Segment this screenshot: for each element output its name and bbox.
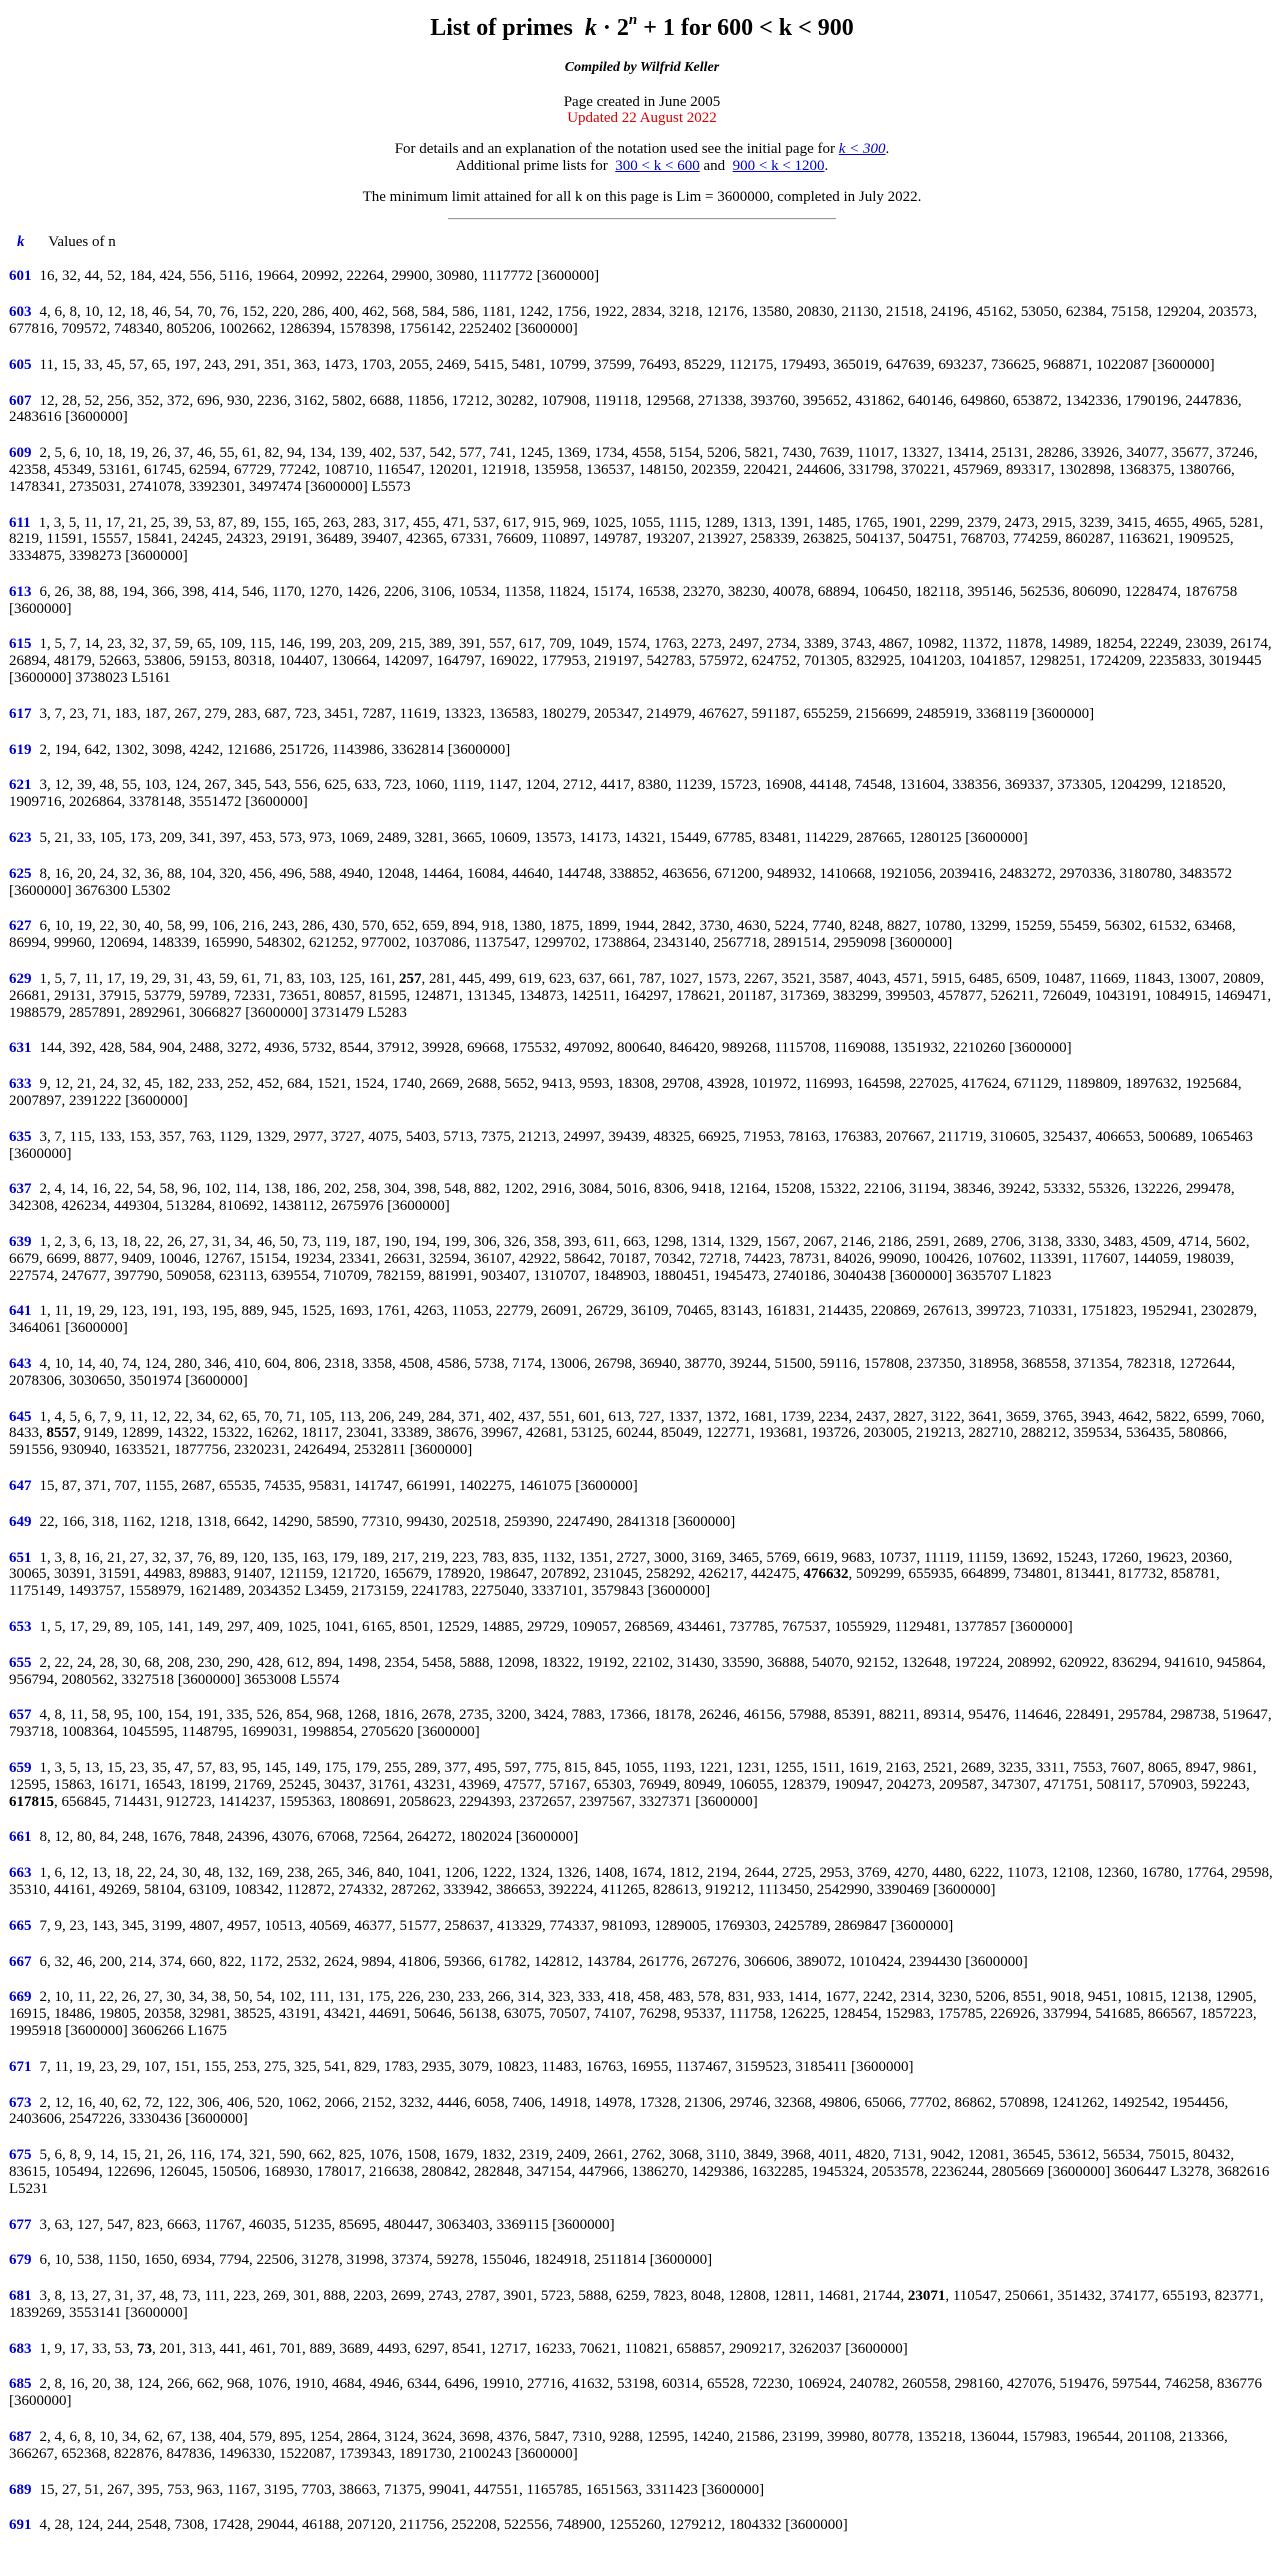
k-value: 603 — [9, 304, 32, 321]
n-values: 3, 8, 13, 27, 31, 37, 48, 73, 111, 223, 269, 301, 888, 2203, 2699, 2743, 2787, 3901, 5723, 5888, 6259, 7823, 8048, 12808, 12811, 14681, 21744, — [39, 2288, 908, 2305]
n-values: 1, 5, 7, 11, 17, 19, 29, 31, 43, 59, 61, 71, 83, 103, 125, 161, — [39, 971, 399, 988]
n-values: 3, 63, 127, 547, 823, 6663, 11767, 46035, 51235, 85695, 480447, 3063403, 3369115 [3600000] — [39, 2216, 615, 2233]
notation-note — [9, 141, 1275, 158]
n-values: 144, 392, 428, 584, 904, 2488, 3272, 4936, 5732, 8544, 37912, 39928, 69668, 175532, 497092, 800640, 846420, 989268, 1115708, 1169088, 1351932, 2210260 [3600000] — [39, 1040, 1072, 1057]
k-value: 679 — [9, 2252, 32, 2269]
entry-k-643 — [9, 1356, 1275, 1390]
notation-text: For details and an explanation of the notation used see the initial page for — [394, 141, 839, 158]
k-value: 671 — [9, 2058, 32, 2075]
entry-k-671 — [9, 2059, 1275, 2076]
additional-end: . — [824, 157, 829, 174]
entry-k-661 — [9, 1829, 1275, 1846]
entry-k-653 — [9, 1619, 1275, 1636]
created-date: Page created in June 2005 — [563, 93, 721, 110]
entry-k-623 — [9, 830, 1275, 847]
k-value: 607 — [9, 392, 32, 409]
n-values: 1, 11, 19, 29, 123, 191, 193, 195, 889, 945, 1525, 1693, 1761, 4263, 11053, 22779, 26091, 26729, 36109, 70465, 83143, 161831, 214435, 220869, 267613, 399723, 710331, 1751823, 1952941, 2302879, 3464061 [3600000] — [9, 1303, 1258, 1337]
title-dot: · 2 — [596, 15, 629, 41]
entry-k-673 — [9, 2095, 1275, 2129]
n-values: 1, 6, 12, 13, 18, 22, 24, 30, 48, 132, 169, 238, 265, 346, 840, 1041, 1206, 1222, 1324, 1326, 1408, 1674, 1812, 2194, 2644, 2725, 2953, 3769, 4270, 4480, 6222, 11073, 12108, 12360, 16780, 17764, 29598, 35310, 44161, 49269, 58104, 63109, 108342, 112872, 274332, 287262, 333942, 386653, 392224, 411265, 828613, 919212, 1113450, 2542990, 3390469 [3600000] — [9, 1865, 1273, 1898]
k-value: 611 — [9, 514, 31, 531]
n-values-cont: , 9149, 12899, 14322, 15322, 16262, 18117, 23041, 33389, 38676, 39967, 42681, 53125, 60244, 85049, 122771, 193681, 193726, 203005, 219213, 282710, 288212, 359534, 536435, 580866, 591556, 930940, 1633521, 1877756, 2320231, 2426494, 2532811 [3600000] — [9, 1425, 1228, 1459]
additional-lists — [9, 158, 1275, 175]
large-prime-value: 476632 — [803, 1566, 849, 1583]
n-values: 16, 32, 44, 52, 184, 424, 556, 5116, 19664, 20992, 22264, 29900, 30980, 1117772 [3600000] — [39, 268, 600, 285]
title-pre: List of primes — [430, 15, 573, 41]
n-values: 1, 5, 7, 14, 23, 32, 37, 59, 65, 109, 115, 146, 199, 203, 209, 215, 389, 391, 557, 617, 709, 1049, 1574, 1763, 2273, 2497, 2734, 3389, 3743, 4867, 10982, 11372, 11878, 14989, 18254, 22249, 23039, 26174, 26894, 48179, 52663, 53806, 59153, 80318, 104407, 130664, 142097, 164797, 169022, 177953, 219197, 542783, 575972, 624752, 701305, 832925, 1041203, 1041857, 1298251, 1724209, 2235833, 3019445 [3600000] 3738023 L5161 — [9, 636, 1272, 687]
n-values: 1, 2, 3, 6, 13, 18, 22, 26, 27, 31, 34, 46, 50, 73, 119, 187, 190, 194, 199, 306, 326, 358, 393, 611, 663, 1298, 1314, 1329, 1567, 2067, 2146, 2186, 2591, 2689, 2706, 3138, 3330, 3483, 4509, 4714, 5602, 6679, 6699, 8877, 9409, 10046, 12767, 15154, 19234, 23341, 26631, 32594, 36107, 42922, 58642, 70187, 70342, 72718, 74423, 78731, 84026, 99090, 100426, 107602, 113391, 117607, 144059, 198039, 227574, 247677, 397790, 509058, 623113, 639554, 710709, 782159, 881991, 903407, 1310707, 1848903, 1880451, 1945473, 2740186, 3040438 [3600000] 3635707 L1823 — [9, 1234, 1250, 1284]
n-values: 4, 8, 11, 58, 95, 100, 154, 191, 335, 526, 854, 968, 1268, 1816, 2678, 2735, 3200, 3424, 7883, 17366, 18178, 26246, 46156, 57988, 85391, 88211, 89314, 95476, 114646, 228491, 295784, 298738, 519647, 793718, 1008364, 1045595, 1148795, 1699031, 1998854, 2705620 [3600000] — [9, 1707, 1272, 1741]
entry-k-611 — [9, 515, 1275, 565]
entry-k-621 — [9, 777, 1275, 811]
n-values: 12, 28, 52, 256, 352, 372, 696, 930, 2236, 3162, 5802, 6688, 11856, 17212, 30282, 107908, 119118, 129568, 271338, 393760, 395652, 431862, 640146, 649860, 653872, 1342336, 1790196, 2447836, 2483616 [3600000] — [9, 392, 1242, 426]
n-values-cont: , 656845, 714431, 912723, 1414237, 1595363, 1808691, 2058623, 2294393, 2372657, 2397567, 3327371 [3600000] — [54, 1793, 758, 1810]
page-title — [9, 14, 1275, 42]
k-value: 617 — [9, 705, 32, 722]
k-value: 685 — [9, 2376, 32, 2393]
large-prime-value: 8557 — [46, 1425, 77, 1442]
entry-k-655 — [9, 1655, 1275, 1689]
k-value: 613 — [9, 583, 32, 600]
entry-k-615 — [9, 636, 1275, 686]
k-value: 633 — [9, 1076, 32, 1093]
large-prime-value: 617815 — [9, 1793, 54, 1810]
entry-k-687 — [9, 2429, 1275, 2463]
n-values: 1, 3, 5, 11, 17, 21, 25, 39, 53, 87, 89, 155, 165, 263, 283, 317, 455, 471, 537, 617, 915, 969, 1025, 1055, 1115, 1289, 1313, 1391, 1485, 1765, 1901, 2299, 2379, 2473, 2915, 3239, 3415, 4655, 4965, 5281, 8219, 11591, 15557, 15841, 24245, 24323, 29191, 36489, 39407, 42365, 67331, 76609, 110897, 149787, 193207, 213927, 258339, 263825, 504137, 504751, 768703, 774259, 860287, 1163621, 1909525, 3334875, 3398273 [3600000] — [9, 514, 1264, 565]
compiled-by: Compiled by Wilfrid Keller — [564, 59, 720, 75]
k-value: 601 — [9, 268, 32, 285]
divider — [448, 218, 836, 220]
entry-k-617 — [9, 706, 1275, 723]
entry-k-633 — [9, 1076, 1275, 1110]
k-value: 623 — [9, 830, 32, 847]
entry-k-679 — [9, 2252, 1275, 2269]
entry-k-667 — [9, 1954, 1275, 1971]
k-value: 627 — [9, 918, 32, 935]
k-value: 653 — [9, 1618, 32, 1635]
entry-k-677 — [9, 2217, 1275, 2234]
entry-k-601 — [9, 268, 1275, 285]
entry-k-637 — [9, 1181, 1275, 1215]
additional-text: Additional prime lists for — [455, 157, 612, 174]
entry-k-683 — [9, 2341, 1275, 2358]
entries-list — [9, 268, 1275, 2534]
k-value: 657 — [9, 1707, 32, 1724]
k-value: 669 — [9, 1989, 32, 2006]
k-value: 663 — [9, 1865, 32, 1882]
column-k: k — [17, 233, 25, 250]
entry-k-685 — [9, 2376, 1275, 2410]
k-value: 661 — [9, 1829, 32, 1846]
entry-k-657 — [9, 1707, 1275, 1741]
entry-k-609 — [9, 445, 1275, 495]
k-value: 639 — [9, 1234, 32, 1251]
k-value: 629 — [9, 971, 32, 988]
k-value: 631 — [9, 1040, 32, 1057]
entry-k-619 — [9, 742, 1275, 759]
n-values: 2, 12, 16, 40, 62, 72, 122, 306, 406, 520, 1062, 2066, 2152, 3232, 4446, 6058, 7406, 14918, 14978, 17328, 21306, 29746, 32368, 49806, 65066, 77702, 86862, 570898, 1241262, 1492542, 1954456, 2403606, 2547226, 3330436 [3600000] — [9, 2094, 1229, 2128]
n-values: 5, 6, 8, 9, 14, 15, 21, 26, 116, 174, 321, 590, 662, 825, 1076, 1508, 1679, 1832, 2319, 2409, 2661, 2762, 3068, 3110, 3849, 3968, 4011, 4820, 7131, 9042, 12081, 36545, 53612, 56534, 75015, 80432, 83615, 105494, 122696, 126045, 150506, 168930, 178017, 216638, 280842, 282848, 347154, 447966, 1386270, 1429386, 1632285, 1945324, 2053578, 2236244, 2805669 [3600000] 3606447 L3278, 3682616 L5231 — [9, 2147, 1270, 2197]
entry-k-641 — [9, 1303, 1275, 1337]
entry-k-605 — [9, 357, 1275, 374]
k-value: 659 — [9, 1759, 32, 1776]
n-values: 1, 3, 8, 16, 21, 27, 32, 37, 76, 89, 120, 135, 163, 179, 189, 217, 219, 223, 783, 835, 1132, 1351, 2727, 3000, 3169, 3465, 5769, 6619, 9683, 10737, 11119, 11159, 13692, 15243, 17260, 19623, 20360, 30065, 30391, 31591, 44983, 89883, 91407, 121159, 121720, 165679, 178920, 198647, 207892, 231045, 258292, 426217, 442475, — [9, 1549, 1233, 1583]
entry-k-649 — [9, 1514, 1275, 1531]
range-300-600-link[interactable]: 300 < k < 600 — [615, 157, 700, 174]
n-values: 15, 87, 371, 707, 1155, 2687, 65535, 74535, 95831, 141747, 661991, 1402275, 1461075 [3600000] — [39, 1477, 638, 1494]
n-values: 6, 32, 46, 200, 214, 374, 660, 822, 1172, 2532, 2624, 9894, 41806, 59366, 61782, 142812, 143784, 261776, 267276, 306606, 389072, 1010424, 2394430 [3600000] — [39, 1953, 1028, 1970]
k-value: 681 — [9, 2288, 32, 2305]
entry-k-629 — [9, 971, 1275, 1021]
n-values: 2, 4, 6, 8, 10, 34, 62, 67, 138, 404, 579, 895, 1254, 2864, 3124, 3624, 3698, 4376, 5847, 7310, 9288, 12595, 14240, 21586, 23199, 39980, 80778, 135218, 136044, 157983, 196544, 201108, 213366, 366267, 652368, 822876, 847836, 1496330, 1522087, 1739343, 1891730, 2100243 [3600000] — [9, 2429, 1228, 2462]
k-value: 609 — [9, 445, 32, 462]
k-value: 643 — [9, 1356, 32, 1372]
n-values-cont: , 281, 445, 499, 619, 623, 637, 661, 787, 1027, 1573, 2267, 3521, 3587, 4043, 4571, 5915, 6485, 6509, 10487, 11669, 11843, 13007, 20809, 26681, 29131, 37915, 53779, 59789, 72331, 73651, 80857, 81595, 124871, 131345, 134873, 142511, 164297, 178621, 201187, 317369, 383299, 399503, 457877, 526211, 726049, 1043191, 1084915, 1469471, 1988579, 2857891, 2892961, 3066827 [3600000] 3731479 L5283 — [9, 971, 1272, 1021]
k-value: 619 — [9, 741, 32, 758]
n-values-cont: , 201, 313, 441, 461, 701, 889, 3689, 4493, 6297, 8541, 12717, 16233, 70621, 110821, 658857, 2909217, 3262037 [3600000] — [152, 2340, 908, 2357]
entry-k-663 — [9, 1865, 1275, 1899]
k-value: 675 — [9, 2147, 32, 2164]
n-values: 2, 22, 24, 28, 30, 68, 208, 230, 290, 428, 612, 894, 1498, 2354, 5458, 5888, 12098, 18322, 19192, 22102, 31430, 33590, 36888, 54070, 92152, 132648, 197224, 208992, 620922, 836294, 941610, 945864, 956794, 2080562, 3327518 [3600000] 3653008 L5574 — [9, 1654, 1266, 1688]
n-values: 3, 7, 23, 71, 183, 187, 267, 279, 283, 687, 723, 3451, 7287, 11619, 13323, 136583, 180279, 205347, 214979, 467627, 591187, 655259, 2156699, 2485919, 3368119 [3600000] — [39, 705, 1095, 722]
n-values: 11, 15, 33, 45, 57, 65, 197, 243, 291, 351, 363, 1473, 1703, 2055, 2469, 5415, 5481, 10799, 37599, 76493, 85229, 112175, 179493, 365019, 647639, 693237, 736625, 968871, 1022087 [3600000] — [39, 356, 1215, 373]
range-900-1200-link[interactable]: 900 < k < 1200 — [732, 157, 825, 174]
column-header — [17, 234, 1275, 251]
k-value: 651 — [9, 1549, 32, 1566]
k-value: 689 — [9, 2481, 32, 2498]
entry-k-647 — [9, 1478, 1275, 1495]
k-value: 667 — [9, 1953, 32, 1970]
entry-k-635 — [9, 1129, 1275, 1163]
n-values-cont: , 110547, 250661, 351432, 374177, 655193, 823771, 1839269, 3553141 [3600000] — [9, 2288, 1264, 2321]
entry-k-603 — [9, 304, 1275, 338]
k-value: 691 — [9, 2517, 32, 2534]
entry-k-669 — [9, 1989, 1275, 2039]
k-value: 605 — [9, 356, 32, 373]
n-values: 3, 12, 39, 48, 55, 103, 124, 267, 345, 543, 556, 625, 633, 723, 1060, 1119, 1147, 1204, 2712, 4417, 8380, 11239, 15723, 16908, 44148, 74548, 131604, 338356, 369337, 373305, 1204299, 1218520, 1909716, 2026864, 3378148, 3551472 [3600000] — [9, 777, 1227, 811]
title-exponent: n — [628, 12, 638, 28]
n-values: 2, 5, 6, 10, 18, 19, 26, 37, 46, 55, 61, 82, 94, 134, 139, 402, 537, 542, 577, 741, 1245, 1369, 1734, 4558, 5154, 5206, 5821, 7430, 7639, 11017, 13327, 13414, 25131, 28286, 33926, 34077, 35677, 37246, 42358, 45349, 53161, 61745, 62594, 67729, 77242, 108710, 116547, 120201, 121918, 135958, 136537, 148150, 202359, 220421, 244606, 331798, 370221, 457969, 893317, 1302898, 1368375, 1380766, 1478341, 2735031, 2741078, 3392301, 3497474 [3600000] L5573 — [9, 445, 1258, 495]
k-value: 645 — [9, 1408, 32, 1425]
k-value: 621 — [9, 777, 32, 794]
k-value: 635 — [9, 1128, 32, 1145]
entry-k-665 — [9, 1918, 1275, 1935]
k-value: 649 — [9, 1513, 32, 1530]
entry-k-625 — [9, 866, 1275, 900]
entry-k-613 — [9, 584, 1275, 618]
additional-and: and — [699, 157, 729, 174]
n-values: 5, 21, 33, 105, 173, 209, 341, 397, 453, 573, 973, 1069, 2489, 3281, 3665, 10609, 13573, 14173, 14321, 15449, 67785, 83481, 114229, 287665, 1280125 [3600000] — [39, 830, 1028, 847]
n-values: 1, 5, 17, 29, 89, 105, 141, 149, 297, 409, 1025, 1041, 6165, 8501, 12529, 14885, 29729, 109057, 268569, 434461, 737785, 767537, 1055929, 1129481, 1377857 [3600000] — [39, 1618, 1073, 1635]
large-prime-value: 257 — [398, 971, 422, 988]
k-value: 665 — [9, 1917, 32, 1934]
n-values: 2, 4, 14, 16, 22, 54, 58, 96, 102, 114, 138, 186, 202, 258, 304, 398, 548, 882, 1202, 2916, 3084, 5016, 8306, 9418, 12164, 15208, 15322, 22106, 31194, 38346, 39242, 53332, 55326, 132226, 299478, 342308, 426234, 449304, 513284, 810692, 1438112, 2675976 [3600000] — [9, 1181, 1235, 1215]
k-value: 625 — [9, 865, 32, 882]
entry-k-689 — [9, 2482, 1275, 2499]
k-value: 677 — [9, 2216, 32, 2233]
n-values: 4, 28, 124, 244, 2548, 7308, 17428, 29044, 46188, 207120, 211756, 252208, 522556, 748900, 1255260, 1279212, 1804332 [3600000] — [39, 2517, 848, 2534]
entry-k-659 — [9, 1760, 1275, 1810]
entry-k-627 — [9, 918, 1275, 952]
n-values: 4, 10, 14, 40, 74, 124, 280, 346, 410, 604, 806, 2318, 3358, 4508, 4586, 5738, 7174, 13006, 26798, 36940, 38770, 39244, 51500, 59116, 157808, 237350, 318958, 368558, 371354, 782318, 1272644, 2078306, 3030650, 3501974 [3600000] — [9, 1356, 1236, 1389]
k-value: 687 — [9, 2429, 32, 2446]
updated-date: Updated 22 August 2022 — [567, 110, 717, 127]
n-values: 6, 10, 538, 1150, 1650, 6934, 7794, 22506, 31278, 31998, 37374, 59278, 155046, 1824918, 2511814 [3600000] — [39, 2252, 713, 2269]
n-values: 22, 166, 318, 1162, 1218, 1318, 6642, 14290, 58590, 77310, 99430, 202518, 259390, 2247490, 2841318 [3600000] — [39, 1513, 736, 1530]
entry-k-681 — [9, 2288, 1275, 2322]
n-values: 2, 10, 11, 22, 26, 27, 30, 34, 38, 50, 54, 102, 111, 131, 175, 226, 230, 233, 266, 314, 323, 333, 418, 458, 483, 578, 831, 933, 1414, 1677, 2242, 2314, 3230, 5206, 8551, 9018, 9451, 10815, 12138, 12905, 16915, 18486, 19805, 20358, 32981, 38525, 43191, 43421, 44691, 50646, 56138, 63075, 70507, 74107, 76298, 95337, 111758, 126225, 128454, 152983, 175785, 226926, 337994, 541685, 866567, 1857223, 1995918 [3600000] 3606266 L1675 — [9, 1989, 1257, 2039]
n-values: 3, 7, 115, 133, 153, 357, 763, 1129, 1329, 2977, 3727, 4075, 5403, 5713, 7375, 21213, 24997, 39439, 48325, 66925, 71953, 78163, 176383, 207667, 211719, 310605, 325437, 406653, 500689, 1065463 [3600000] — [9, 1128, 1253, 1162]
limit-note: The minimum limit attained for all k on this page is Lim = 3600000, completed in July 2022. — [362, 188, 922, 205]
notation-end: . — [885, 141, 890, 158]
k-value: 647 — [9, 1477, 32, 1494]
n-values: 4, 6, 8, 10, 12, 18, 46, 54, 70, 76, 152, 220, 286, 400, 462, 568, 584, 586, 1181, 1242, 1756, 1922, 2834, 3218, 12176, 13580, 20830, 21130, 21518, 24196, 45162, 53050, 62384, 75158, 129204, 203573, 677816, 709572, 748340, 805206, 1002662, 1286394, 1578398, 1756142, 2252402 [3600000] — [9, 304, 1258, 337]
initial-page-link[interactable]: k < 300 — [838, 141, 886, 158]
entry-k-675 — [9, 2147, 1275, 2197]
n-values: 2, 8, 16, 20, 38, 124, 266, 662, 968, 1076, 1910, 4684, 4946, 6344, 6496, 19910, 27716, 41632, 53198, 60314, 65528, 72230, 106924, 240782, 260558, 298160, 427076, 519476, 597544, 746258, 836776 [3600000] — [9, 2376, 1262, 2410]
entry-k-651 — [9, 1550, 1275, 1600]
entry-k-631 — [9, 1040, 1275, 1057]
k-value: 615 — [9, 636, 32, 653]
n-values: 1, 9, 17, 33, 53, — [39, 2340, 137, 2357]
entry-k-691 — [9, 2517, 1275, 2534]
k-value: 683 — [9, 2340, 32, 2357]
n-values: 8, 16, 20, 24, 32, 36, 88, 104, 320, 456, 496, 588, 4940, 12048, 14464, 16084, 44640, 144748, 338852, 463656, 671200, 948932, 1410668, 1921056, 2039416, 2483272, 2970336, 3180780, 3483572 [3600000] 3676300 L5302 — [9, 865, 1232, 899]
large-prime-value: 23071 — [907, 2288, 946, 2305]
n-values: 15, 27, 51, 267, 395, 753, 963, 1167, 3195, 7703, 38663, 71375, 99041, 447551, 1165785, 1651563, 3311423 [3600000] — [39, 2481, 765, 2498]
k-value: 655 — [9, 1654, 32, 1671]
column-values: Values of n — [48, 233, 116, 250]
n-values: 1, 3, 5, 13, 15, 23, 35, 47, 57, 83, 95, 145, 149, 175, 179, 255, 289, 377, 495, 597, 775, 815, 845, 1055, 1193, 1221, 1231, 1255, 1511, 1619, 2163, 2521, 2689, 3235, 3311, 7553, 7607, 8065, 8947, 9861, 12595, 15863, 16171, 16543, 18199, 21769, 25245, 30437, 31761, 43231, 43969, 47577, 57167, 65303, 76949, 80949, 106055, 128379, 190947, 204273, 209587, 347307, 471751, 508117, 570903, 592243, — [9, 1759, 1257, 1793]
title-post: + 1 for 600 < k < 900 — [637, 15, 854, 41]
n-values: 6, 10, 19, 22, 30, 40, 58, 99, 106, 216, 243, 286, 430, 570, 652, 659, 894, 918, 1380, 1875, 1899, 1944, 2842, 3730, 4630, 5224, 7740, 8248, 8827, 10780, 13299, 15259, 55459, 56302, 61532, 63468, 86994, 99960, 120694, 148339, 165990, 548302, 621252, 977002, 1037086, 1137547, 1299702, 1738864, 2343140, 2567718, 2891514, 2959098 [3600000] — [9, 918, 1236, 952]
n-values: 1, 4, 5, 6, 7, 9, 11, 12, 22, 34, 62, 65, 70, 71, 105, 113, 206, 249, 284, 371, 402, 437, 551, 601, 613, 727, 1337, 1372, 1681, 1739, 2234, 2437, 2827, 3122, 3641, 3659, 3765, 3943, 4642, 5822, 6599, 7060, 8433, — [9, 1408, 1265, 1442]
n-values: 2, 194, 642, 1302, 3098, 4242, 121686, 251726, 1143986, 3362814 [3600000] — [39, 741, 511, 758]
n-values: 8, 12, 80, 84, 248, 1676, 7848, 24396, 43076, 67068, 72564, 264272, 1802024 [3600000] — [39, 1829, 579, 1846]
entry-k-645 — [9, 1409, 1275, 1459]
n-values: 7, 11, 19, 23, 29, 107, 151, 155, 253, 275, 325, 541, 829, 1783, 2935, 3079, 10823, 11483, 16763, 16955, 1137467, 3159523, 3185411 [3600000] — [39, 2058, 914, 2075]
k-value: 641 — [9, 1303, 32, 1320]
n-values: 6, 26, 38, 88, 194, 366, 398, 414, 546, 1170, 1270, 1426, 2206, 3106, 10534, 11358, 11824, 15174, 16538, 23270, 38230, 40078, 68894, 106450, 182118, 395146, 562536, 806090, 1228474, 1876758 [3600000] — [9, 583, 1238, 617]
n-values: 7, 9, 23, 143, 345, 3199, 4807, 4957, 10513, 40569, 46377, 51577, 258637, 413329, 774337, 981093, 1289005, 1769303, 2425789, 2869847 [3600000] — [39, 1917, 954, 1934]
title-k: k — [584, 15, 597, 41]
k-value: 637 — [9, 1181, 32, 1198]
entry-k-607 — [9, 393, 1275, 427]
n-values: 9, 12, 21, 24, 32, 45, 182, 233, 252, 452, 684, 1521, 1524, 1740, 2669, 2688, 5652, 9413, 9593, 18308, 29708, 43928, 101972, 116993, 164598, 227025, 417624, 671129, 1189809, 1897632, 1925684, 2007897, 2391222 [3600000] — [9, 1076, 1242, 1110]
n-values-cont: , 509299, 655935, 664899, 734801, 813441, 817732, 858781, 1175149, 1493757, 1558979, 1621489, 2034352 L3459, 2173159, 2241783, 2275040, 3337101, 3579843 [3600000] — [9, 1566, 1220, 1600]
entry-k-639 — [9, 1234, 1275, 1284]
large-prime-value: 73 — [137, 2340, 152, 2357]
k-value: 673 — [9, 2094, 32, 2111]
